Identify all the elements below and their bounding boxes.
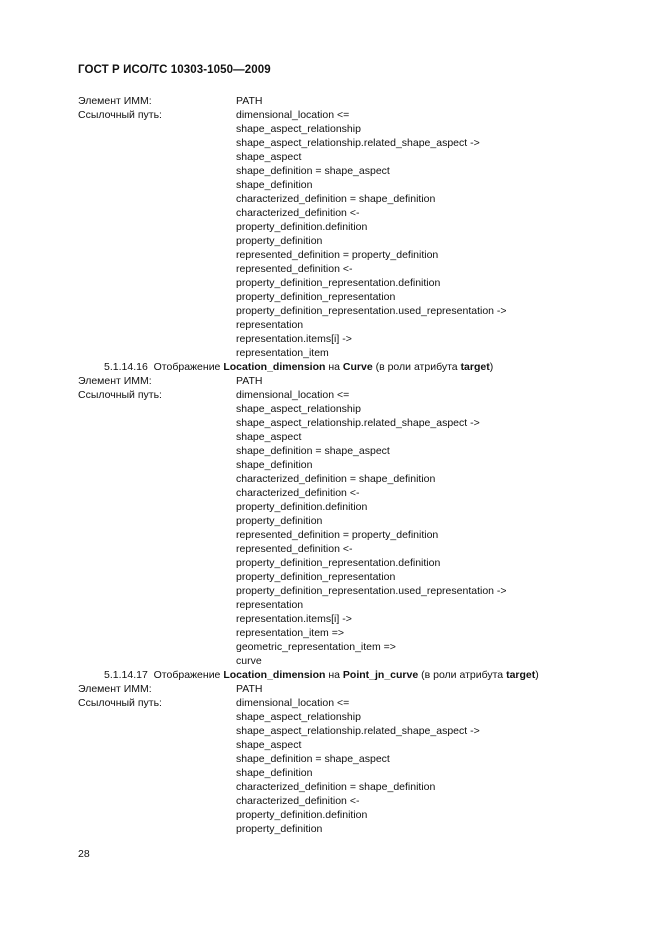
path-row	[0, 486, 661, 500]
ref-path-row	[0, 696, 661, 710]
path-row	[0, 136, 661, 150]
path-row	[0, 514, 661, 528]
element-label: Элемент ИММ:	[78, 683, 152, 695]
path-line: property_definition_representation	[236, 291, 396, 303]
path-line: property_definition_representation.used_representation ->	[236, 305, 507, 317]
section-target: Point_jn_curve	[342, 669, 419, 681]
page-number: 28	[78, 848, 90, 860]
element-label: Элемент ИММ:	[78, 375, 152, 387]
section-number: 5.1.14.17	[104, 669, 148, 681]
path-line: shape_definition	[236, 179, 313, 191]
path-line: shape_definition	[236, 767, 313, 779]
path-row	[0, 584, 661, 598]
path-row	[0, 724, 661, 738]
element-value: PATH	[236, 95, 263, 107]
path-line: shape_aspect_relationship	[236, 711, 361, 723]
path-row	[0, 192, 661, 206]
element-row	[0, 94, 661, 108]
path-line: shape_aspect_relationship.related_shape_aspect ->	[236, 137, 480, 149]
path-line: representation	[236, 319, 304, 331]
path-line: shape_definition	[236, 459, 313, 471]
ref-path-row	[0, 108, 661, 122]
path-row	[0, 500, 661, 514]
path-line: represented_definition = property_definition	[236, 529, 439, 541]
ref-path-label: Ссылочный путь:	[78, 109, 162, 121]
path-line: property_definition	[236, 235, 323, 247]
path-line: represented_definition <-	[236, 543, 353, 555]
section-heading	[0, 668, 661, 682]
path-line: characterized_definition <-	[236, 207, 360, 219]
path-line: geometric_representation_item =>	[236, 641, 396, 653]
path-row	[0, 402, 661, 416]
path-row	[0, 556, 661, 570]
path-line: property_definition_representation.used_representation ->	[236, 585, 507, 597]
path-line: represented_definition = property_definition	[236, 249, 439, 261]
path-row	[0, 444, 661, 458]
path-line: representation_item =>	[236, 627, 344, 639]
section-role-text: (в роли атрибута	[375, 361, 458, 373]
section-number: 5.1.14.16	[104, 361, 148, 373]
path-row	[0, 570, 661, 584]
section-heading	[0, 360, 661, 374]
path-line: characterized_definition = shape_definition	[236, 781, 436, 793]
path-line: property_definition_representation	[236, 571, 396, 583]
path-row	[0, 178, 661, 192]
path-line: property_definition_representation.definition	[236, 557, 441, 569]
path-line: shape_aspect	[236, 431, 302, 443]
path-row	[0, 430, 661, 444]
path-line: shape_aspect	[236, 739, 302, 751]
element-value: PATH	[236, 683, 263, 695]
path-line: property_definition	[236, 823, 323, 835]
path-row	[0, 752, 661, 766]
section-entity: Location_dimension	[223, 669, 326, 681]
path-row	[0, 276, 661, 290]
path-row	[0, 738, 661, 752]
path-row	[0, 528, 661, 542]
path-row	[0, 766, 661, 780]
path-line: representation.items[i] ->	[236, 333, 352, 345]
section-word-on: на	[328, 361, 340, 373]
path-line: characterized_definition = shape_definition	[236, 473, 436, 485]
path-line: characterized_definition <-	[236, 487, 360, 499]
path-line: shape_definition = shape_aspect	[236, 445, 390, 457]
element-row	[0, 374, 661, 388]
path-row	[0, 150, 661, 164]
path-line: shape_aspect	[236, 151, 302, 163]
section-target: Curve	[342, 361, 373, 373]
path-row	[0, 598, 661, 612]
path-row	[0, 248, 661, 262]
section-word-mapping: Отображение	[153, 669, 221, 681]
document-header: ГОСТ Р ИСО/ТС 10303-1050—2009	[78, 64, 271, 76]
path-row	[0, 122, 661, 136]
path-row	[0, 458, 661, 472]
path-row	[0, 164, 661, 178]
path-line: dimensional_location <=	[236, 109, 350, 121]
section-close: )	[489, 361, 494, 373]
section-role-text: (в роли атрибута	[421, 669, 504, 681]
path-line: characterized_definition = shape_definition	[236, 193, 436, 205]
path-row	[0, 332, 661, 346]
path-row	[0, 542, 661, 556]
path-line: representation_item	[236, 347, 329, 359]
path-line: dimensional_location <=	[236, 697, 350, 709]
element-label: Элемент ИММ:	[78, 95, 152, 107]
element-row	[0, 682, 661, 696]
path-line: property_definition_representation.definition	[236, 277, 441, 289]
section-close: )	[535, 669, 539, 681]
path-line: property_definition	[236, 515, 323, 527]
path-line: shape_aspect_relationship.related_shape_aspect ->	[236, 725, 480, 737]
path-line: property_definition.definition	[236, 809, 368, 821]
path-line: representation	[236, 599, 304, 611]
path-row	[0, 710, 661, 724]
path-row	[0, 318, 661, 332]
path-row	[0, 822, 661, 836]
section-entity: Location_dimension	[223, 361, 326, 373]
path-line: curve	[236, 655, 262, 667]
path-row	[0, 220, 661, 234]
element-value: PATH	[236, 375, 263, 387]
path-row	[0, 654, 661, 668]
path-row	[0, 234, 661, 248]
path-row	[0, 346, 661, 360]
mapping-block-1	[0, 94, 661, 836]
path-row	[0, 472, 661, 486]
path-row	[0, 626, 661, 640]
section-attribute: target	[460, 361, 490, 373]
section-title	[104, 360, 493, 374]
path-row	[0, 262, 661, 276]
path-line: shape_aspect_relationship.related_shape_aspect ->	[236, 417, 480, 429]
path-row	[0, 780, 661, 794]
path-row	[0, 612, 661, 626]
section-title	[104, 668, 539, 682]
ref-path-row	[0, 388, 661, 402]
path-row	[0, 206, 661, 220]
path-row	[0, 640, 661, 654]
path-line: shape_aspect_relationship	[236, 403, 361, 415]
path-line: shape_definition = shape_aspect	[236, 165, 390, 177]
path-row	[0, 290, 661, 304]
ref-path-label: Ссылочный путь:	[78, 697, 162, 709]
section-word-mapping: Отображение	[153, 361, 221, 373]
path-row	[0, 794, 661, 808]
section-word-on: на	[328, 669, 340, 681]
path-line: representation.items[i] ->	[236, 613, 352, 625]
section-attribute: target	[506, 669, 536, 681]
ref-path-label: Ссылочный путь:	[78, 389, 162, 401]
path-line: characterized_definition <-	[236, 795, 360, 807]
path-line: property_definition.definition	[236, 501, 368, 513]
path-line: dimensional_location <=	[236, 389, 350, 401]
path-line: shape_definition = shape_aspect	[236, 753, 390, 765]
path-line: shape_aspect_relationship	[236, 123, 361, 135]
path-row	[0, 304, 661, 318]
path-line: represented_definition <-	[236, 263, 353, 275]
path-row	[0, 416, 661, 430]
path-row	[0, 808, 661, 822]
path-line: property_definition.definition	[236, 221, 368, 233]
